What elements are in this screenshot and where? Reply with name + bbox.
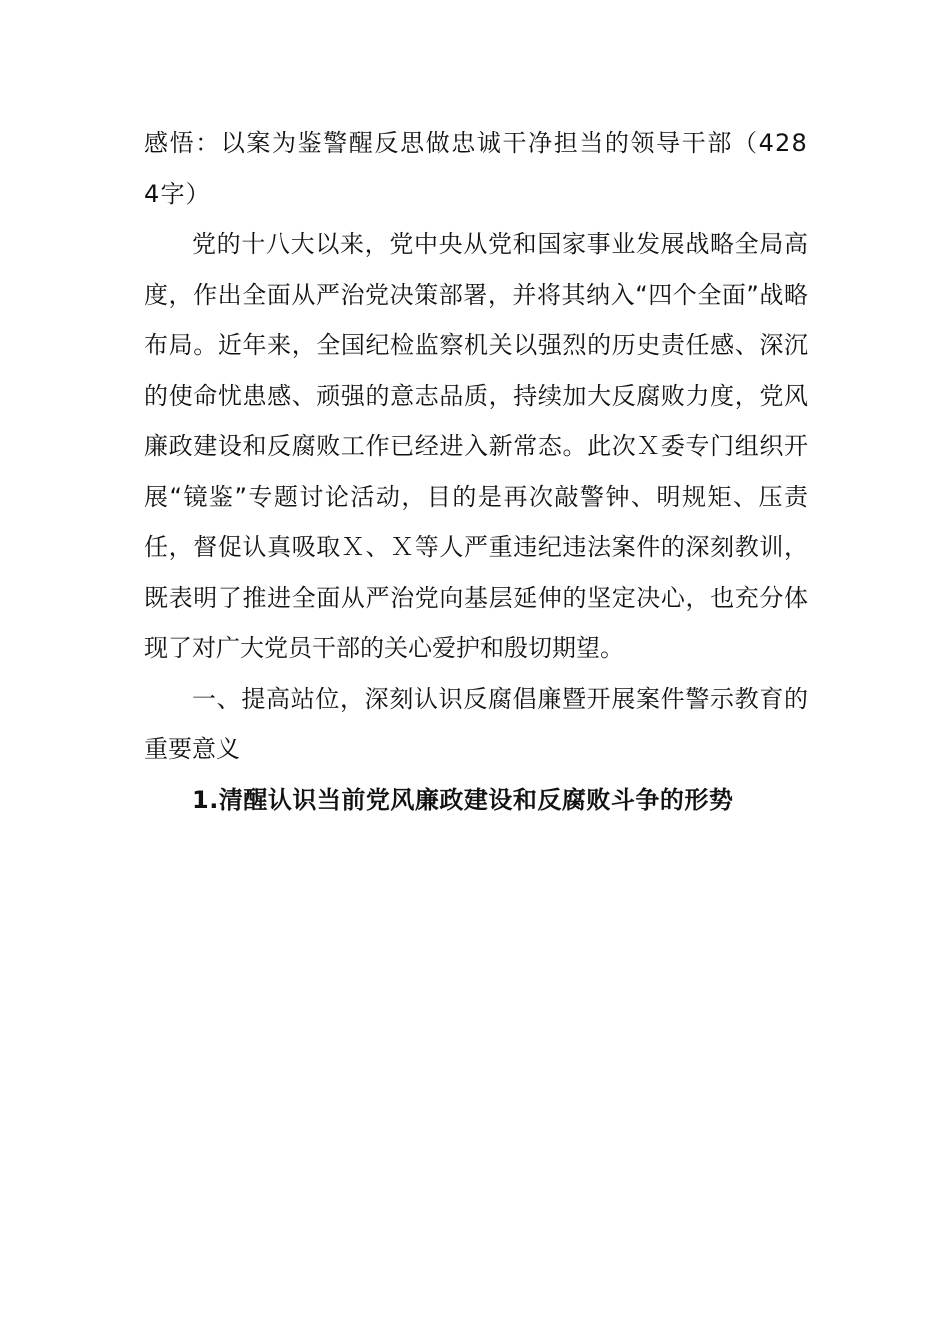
document-title: 感悟：以案为鉴警醒反思做忠诚干净担当的领导干部（4284字）: [144, 129, 808, 208]
section-heading: 一、提高站位，深刻认识反腐倡廉暨开展案件警示教育的重要意义: [144, 684, 808, 763]
subsection-heading: 1.清醒认识当前党风廉政建设和反腐败斗争的形势: [192, 785, 734, 814]
body-paragraph: 党的十八大以来，党中央从党和国家事业发展战略全局高度，作出全面从严治党决策部署，并将其纳入“四个全面”战略布局。近年来，全国纪检监察机关以强烈的历史责任感、深沉的使命忧患感、顽强的意志品质，持续加大反腐败力度，党风廉政建设和反腐败工作已经进入新常态。此次Ｘ委专门组织开展“镜鉴”专题讨论活动，目的是再次敲警钟、明规矩、压责任，督促认真吸取Ｘ、Ｘ等人严重违纪违法案件的深刻教训，既表明了推进全面从严治党向基层延伸的坚定决心，也充分体现了对广大党员干部的关心爱护和殷切期望。: [144, 230, 808, 662]
document-body: [144, 118, 808, 825]
